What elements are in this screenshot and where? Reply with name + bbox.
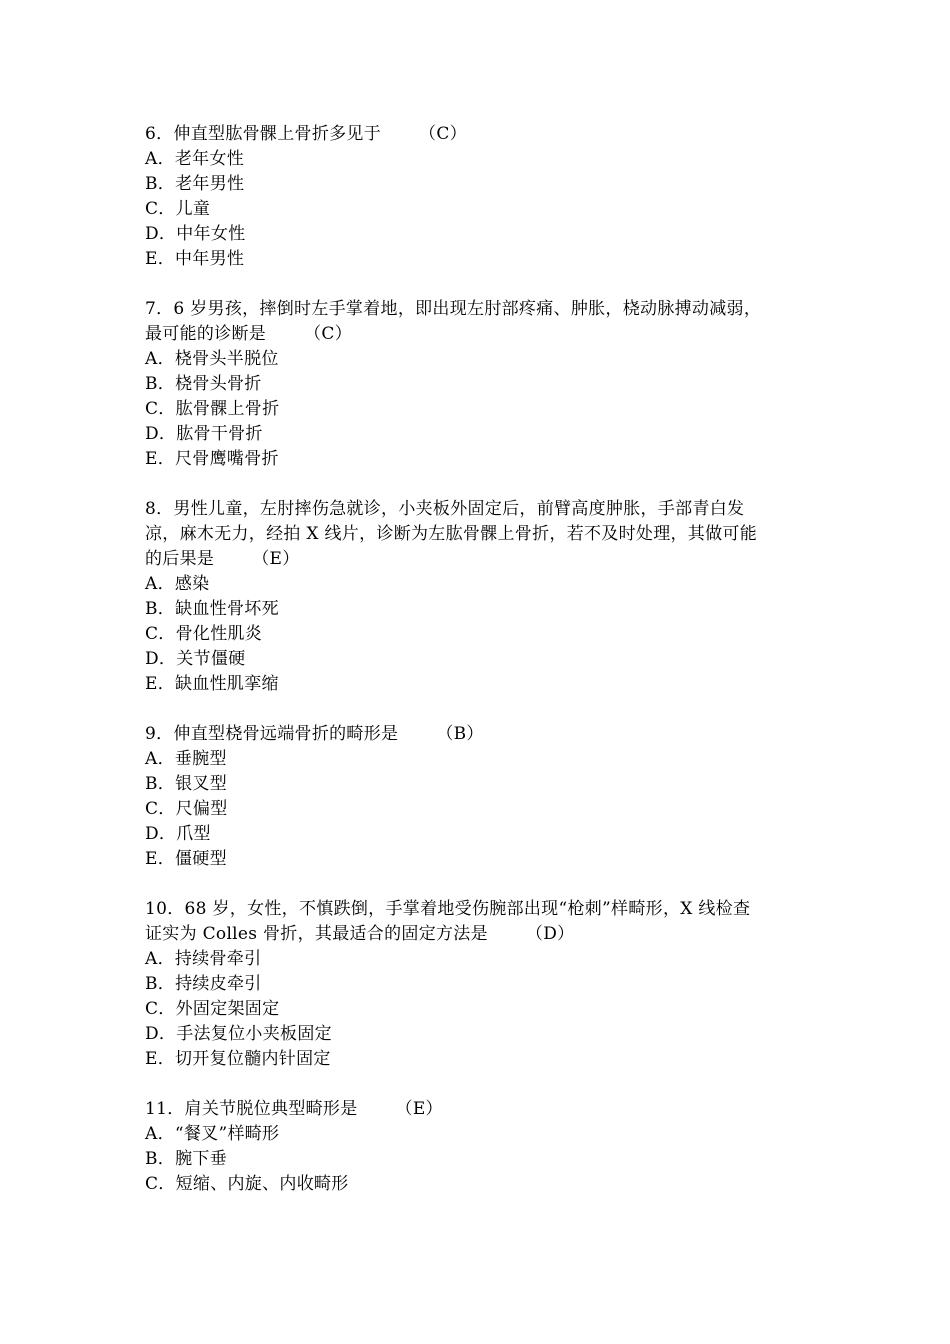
answer-option: E．缺血性肌挛缩	[145, 674, 279, 694]
answer-option: A．垂腕型	[145, 749, 227, 769]
answer-option: D．关节僵硬	[145, 649, 246, 669]
question-stem-line	[145, 722, 825, 747]
question-stem-text: 最可能的诊断是	[145, 324, 267, 344]
question-stem-text: 11．肩关节脱位典型畸形是	[145, 1099, 358, 1119]
question-stem-line	[145, 547, 825, 572]
answer-option: A．桡骨头半脱位	[145, 349, 279, 369]
question-block	[145, 1097, 825, 1197]
question-stem-line	[145, 497, 825, 522]
question-stem-text: 9．伸直型桡骨远端骨折的畸形是	[145, 724, 399, 744]
answer-option: C．骨化性肌炎	[145, 624, 263, 644]
answer-option: B．持续皮牵引	[145, 974, 262, 994]
answer-key: （C）	[304, 324, 353, 344]
question-stem-text: 7．6 岁男孩，摔倒时左手掌着地，即出现左肘部疼痛、肿胀，桡动脉搏动减弱，	[145, 299, 762, 319]
answer-option: C．外固定架固定	[145, 999, 280, 1019]
answer-option: D．中年女性	[145, 224, 246, 244]
answer-option: E．尺骨鹰嘴骨折	[145, 449, 279, 469]
question-block	[145, 297, 825, 472]
question-stem-line	[145, 322, 825, 347]
answer-option: D．手法复位小夹板固定	[145, 1024, 332, 1044]
answer-option: E．切开复位髓内针固定	[145, 1049, 331, 1069]
answer-key: （E）	[252, 549, 300, 569]
answer-option: C．尺偏型	[145, 799, 228, 819]
question-block	[145, 897, 825, 1072]
answer-option: B．老年男性	[145, 174, 245, 194]
answer-key: （B）	[436, 724, 484, 744]
question-stem-text: 10．68 岁，女性，不慎跌倒，手掌着地受伤腕部出现“枪刺”样畸形，X 线检查	[145, 899, 751, 919]
question-stem-text: 8．男性儿童，左肘摔伤急就诊，小夹板外固定后，前臂高度肿胀，手部青白发	[145, 499, 745, 519]
question-stem-line	[145, 122, 825, 147]
question-list	[145, 122, 825, 1222]
answer-key: （D）	[525, 924, 575, 944]
answer-option: E．僵硬型	[145, 849, 227, 869]
answer-key: （C）	[419, 124, 467, 144]
question-stem-line	[145, 922, 825, 947]
answer-option: C．短缩、内旋、内收畸形	[145, 1174, 349, 1194]
answer-option: A．老年女性	[145, 149, 245, 169]
answer-option: A．“餐叉”样畸形	[145, 1124, 280, 1144]
answer-option: B．腕下垂	[145, 1149, 227, 1169]
question-stem-line	[145, 297, 825, 322]
question-block	[145, 122, 825, 272]
answer-option: B．缺血性骨坏死	[145, 599, 279, 619]
question-stem-text: 凉，麻木无力，经拍 X 线片，诊断为左肱骨髁上骨折，若不及时处理，其做可能	[145, 524, 758, 544]
question-stem-line	[145, 522, 825, 547]
question-stem-text: 证实为 Colles 骨折，其最适合的固定方法是	[145, 924, 488, 944]
question-stem-text: 6．伸直型肱骨髁上骨折多见于	[145, 124, 382, 144]
question-block	[145, 497, 825, 697]
answer-option: B．银叉型	[145, 774, 227, 794]
answer-option: C．儿童	[145, 199, 211, 219]
answer-option: E．中年男性	[145, 249, 245, 269]
question-block	[145, 722, 825, 872]
question-stem-line	[145, 897, 825, 922]
answer-option: B．桡骨头骨折	[145, 374, 262, 394]
answer-option: A．持续骨牵引	[145, 949, 262, 969]
answer-option: D．爪型	[145, 824, 211, 844]
answer-option: A．感染	[145, 574, 210, 594]
answer-option: C．肱骨髁上骨折	[145, 399, 280, 419]
answer-option: D．肱骨干骨折	[145, 424, 263, 444]
answer-key: （E）	[395, 1099, 443, 1119]
question-stem-line	[145, 1097, 825, 1122]
question-stem-text: 的后果是	[145, 549, 215, 569]
